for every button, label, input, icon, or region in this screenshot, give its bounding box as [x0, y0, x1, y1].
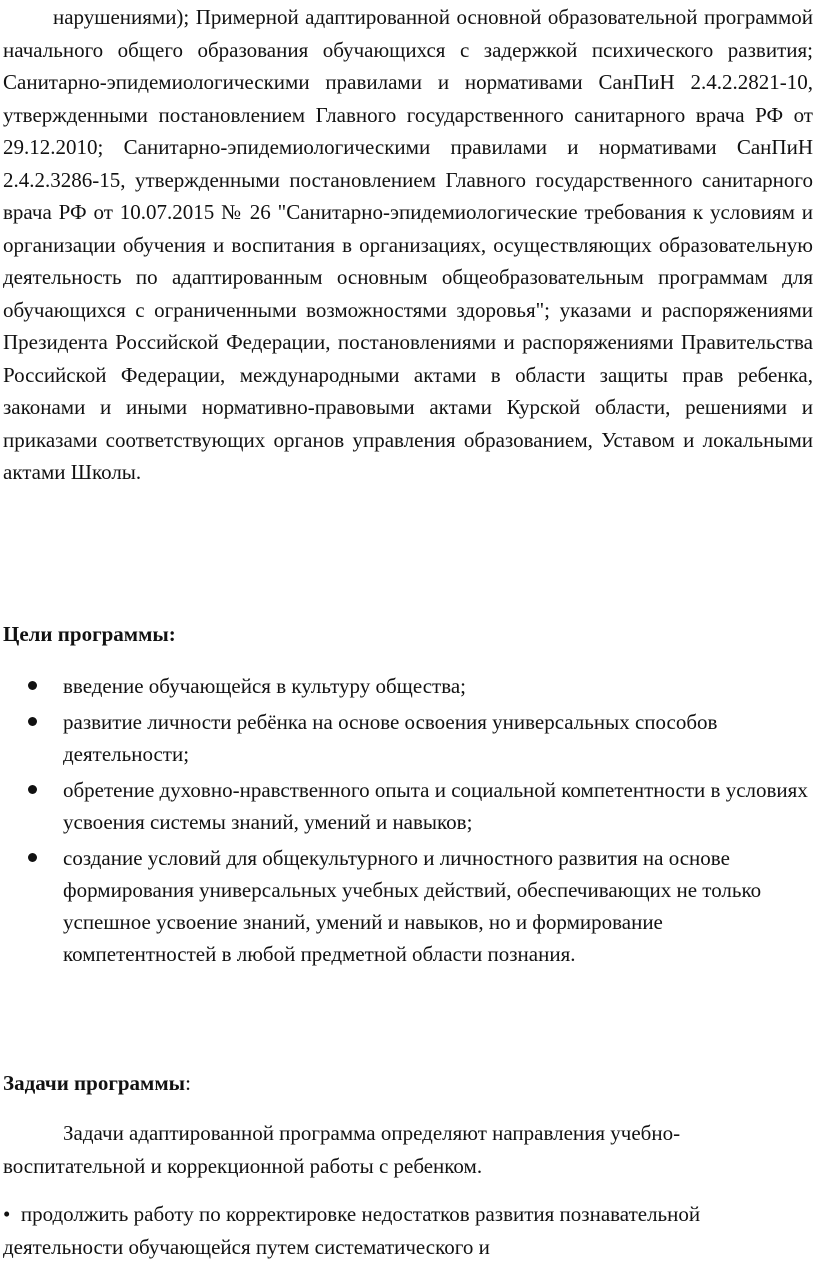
tasks-heading-text: Задачи программы: [3, 1071, 186, 1095]
tasks-heading-colon: :: [185, 1071, 191, 1095]
task-item-text: продолжить работу по корректировке недостатков развития познавательной деятельности обучающейся путем систематического и: [3, 1202, 701, 1259]
goals-heading: Цели программы:: [3, 622, 176, 646]
goal-text: обретение духовно-нравственного опыта и социальной компетентности в условиях усвоения системы знаний, умений и навыков;: [63, 778, 808, 834]
tasks-intro-paragraph: Задачи адаптированной программа определяют направления учебно-воспитательной и коррекционной работы с ребенком.: [3, 1121, 681, 1178]
tasks-heading: [3, 1068, 191, 1098]
goal-text: введение обучающейся в культуру общества;: [63, 674, 466, 698]
bullet-icon: [28, 681, 37, 690]
goal-item: [0, 670, 816, 702]
bullet-icon: [28, 785, 37, 794]
goal-item: [0, 706, 816, 770]
tasks-first-item: [3, 1198, 803, 1264]
goals-list: [0, 670, 816, 974]
intro-paragraph: нарушениями); Примерной адаптированной основной образовательной программой начального общего образования обучающихся с задержкой психического развития; Санитарно-эпидемиологическими правилами и нормативами СанПиН 2.4.2.2821-10, утвержденными постановлением Главного государственного санитарного врача РФ от 29.12.2010; Санитарно-эпидемиологическими правилами и нормативами СанПиН 2.4.2.3286-15, утвержденными постановлением Главного государственного санитарного врача РФ от 10.07.2015 № 26 "Санитарно-эпидемиологические требования к условиям и организации обучения и воспитания в организациях, осуществляющих образовательную деятельность по адаптированным основным общеобразовательным программам для обучающихся с ограниченными возможностями здоровья"; указами и распоряжениями Президента Российской Федерации, постановлениями и распоряжениями Правительства Российской Федерации, международными актами в области защиты прав ребенка, законами и иными нормативно-правовыми актами Курской области, решениями и приказами соответствующих органов управления образованием, Уставом и локальными актами Школы.: [3, 5, 813, 484]
goal-item: [0, 842, 816, 970]
goal-text: развитие личности ребёнка на основе освоения универсальных способов деятельности;: [63, 710, 718, 766]
goal-item: [0, 774, 816, 838]
task-bullet-icon: •: [3, 1202, 11, 1226]
goal-text: создание условий для общекультурного и личностного развития на основе формирования универсальных учебных действий, обеспечивающих не только успешное усвоение знаний, умений и навыков, но и формирование компетентностей в любой предметной области познания.: [63, 846, 762, 966]
bullet-icon: [28, 853, 37, 862]
bullet-icon: [28, 717, 37, 726]
